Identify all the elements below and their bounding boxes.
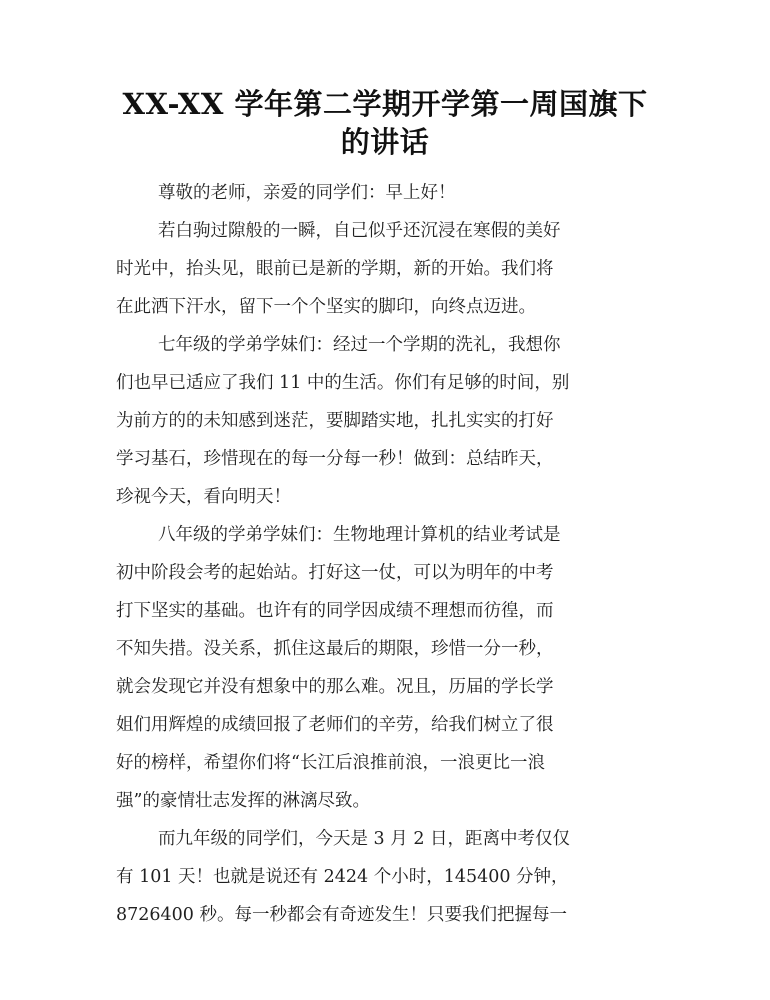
paragraph-intro [116, 212, 646, 326]
text-line: 时光中，抬头见，眼前已是新的学期，新的开始。我们将 [116, 259, 554, 279]
text-line: 好的榜样，希望你们将“长江后浪推前浪，一浪更比一浪 [116, 753, 545, 773]
text-line: 为前方的的未知感到迷茫，要脚踏实地，扎扎实实的打好 [116, 411, 554, 431]
text-line: 尊敬的老师，亲爱的同学们：早上好！ [158, 183, 456, 203]
text-line: 强”的豪情壮志发挥的淋漓尽致。 [116, 791, 370, 811]
text-line: 初中阶段会考的起始站。打好这一仗，可以为明年的中考 [116, 563, 554, 583]
text-line: 学习基石，珍惜现在的每一分每一秒！做到：总结昨天， [116, 449, 554, 469]
paragraph-greeting [116, 174, 646, 212]
title-line-1: XX-XX 学年第二学期开学第一周国旗下 [122, 87, 648, 121]
text-line: 8726400 秒。每一秒都会有奇迹发生！只要我们把握每一 [116, 905, 567, 925]
text-line: 七年级的学弟学妹们：经过一个学期的洗礼，我想你 [158, 335, 561, 355]
text-line: 有 101 天！也就是说还有 2424 个小时，145400 分钟， [116, 867, 569, 887]
text-line: 八年级的学弟学妹们：生物地理计算机的结业考试是 [158, 525, 561, 545]
text-line: 不知失措。没关系，抓住这最后的期限，珍惜一分一秒， [116, 639, 554, 659]
paragraph-grade8 [116, 516, 646, 820]
document-body [116, 174, 646, 934]
text-line: 就会发现它并没有想象中的那么难。况且，历届的学长学 [116, 677, 554, 697]
text-line: 在此洒下汗水，留下一个个坚实的脚印，向终点迈进。 [116, 297, 536, 317]
text-line: 打下坚实的基础。也许有的同学因成绩不理想而彷徨，而 [116, 601, 554, 621]
document-title [100, 84, 670, 160]
paragraph-grade9 [116, 820, 646, 934]
text-line: 们也早已适应了我们 11 中的生活。你们有足够的时间，别 [116, 373, 570, 393]
paragraph-grade7 [116, 326, 646, 516]
text-line: 而九年级的同学们，今天是 3 月 2 日，距离中考仅仅 [158, 829, 571, 849]
title-line-2: 的讲话 [340, 125, 430, 159]
text-line: 若白驹过隙般的一瞬，自己似乎还沉浸在寒假的美好 [158, 221, 561, 241]
text-line: 珍视今天，看向明天！ [116, 487, 291, 507]
text-line: 姐们用辉煌的成绩回报了老师们的辛劳，给我们树立了很 [116, 715, 554, 735]
